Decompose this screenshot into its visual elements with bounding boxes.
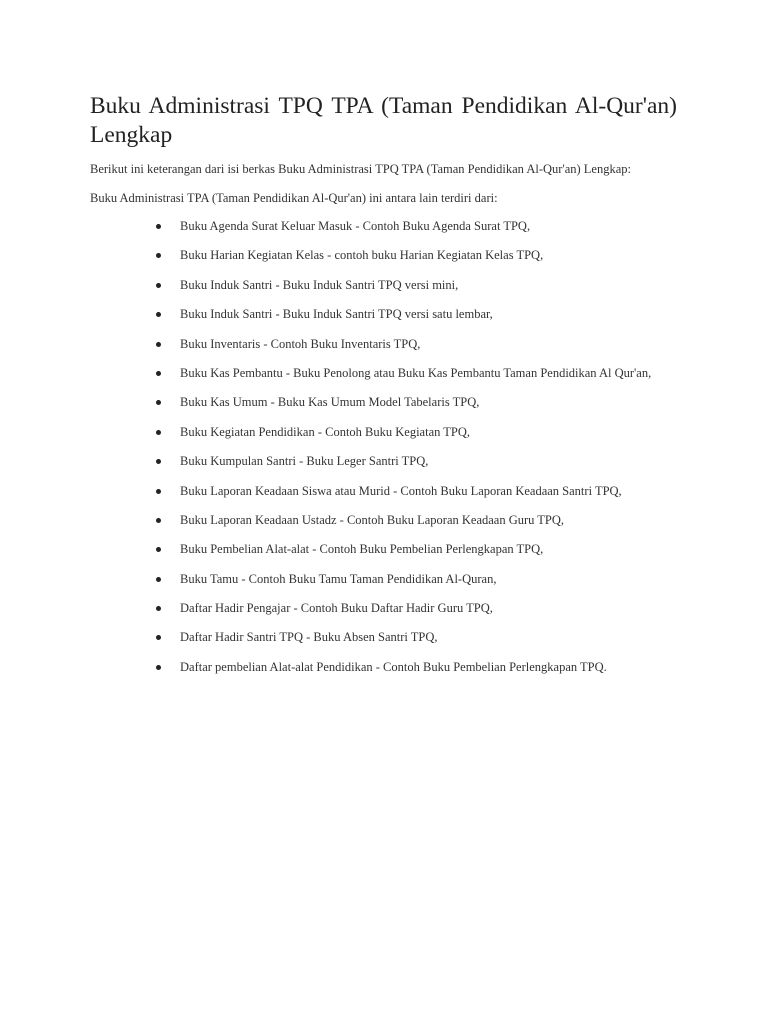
list-item-text: Buku Tamu - Contoh Buku Tamu Taman Pendidikan Al-Quran, (180, 571, 497, 586)
bullet-icon (156, 518, 161, 523)
list-item (90, 216, 677, 237)
list-item (90, 657, 677, 678)
list-item (90, 275, 677, 296)
list-item-text: Daftar Hadir Pengajar - Contoh Buku Daftar Hadir Guru TPQ, (180, 601, 493, 616)
list-item (90, 627, 677, 648)
bullet-icon (156, 577, 161, 582)
list-item-text: Buku Laporan Keadaan Ustadz - Contoh Buku Laporan Keadaan Guru TPQ, (180, 512, 565, 527)
list-item (90, 451, 677, 472)
list-item-text: Buku Laporan Keadaan Siswa atau Murid - Contoh Buku Laporan Keadaan Santri TPQ, (180, 483, 622, 498)
list-item (90, 334, 677, 355)
list-item-text: Buku Kumpulan Santri - Buku Leger Santri TPQ, (180, 454, 429, 469)
list-item (90, 510, 677, 531)
list-item (90, 598, 677, 619)
bullet-icon (156, 430, 161, 435)
list-item-text: Buku Inventaris - Contoh Buku Inventaris TPQ, (180, 336, 421, 351)
bullet-icon (156, 253, 161, 258)
list-item-text: Buku Kegiatan Pendidikan - Contoh Buku Kegiatan TPQ, (180, 424, 471, 439)
list-item-text: Buku Induk Santri - Buku Induk Santri TPQ versi mini, (180, 277, 459, 292)
bullet-icon (156, 371, 161, 376)
bullet-icon (156, 342, 161, 347)
bullet-icon (156, 635, 161, 640)
administration-book-list (90, 216, 677, 678)
list-item-text: Daftar pembelian Alat-alat Pendidikan - Contoh Buku Pembelian Perlengkapan TPQ. (180, 659, 607, 674)
list-item (90, 539, 677, 560)
list-item-text: Daftar Hadir Santri TPQ - Buku Absen Santri TPQ, (180, 630, 438, 645)
list-item (90, 363, 677, 384)
bullet-icon (156, 665, 161, 670)
intro-paragraph-2: Buku Administrasi TPA (Taman Pendidikan Al-Qur'an) ini antara lain terdiri dari: (90, 191, 498, 205)
list-item-text: Buku Kas Umum - Buku Kas Umum Model Tabelaris TPQ, (180, 395, 480, 410)
bullet-icon (156, 459, 161, 464)
list-item-text: Buku Pembelian Alat-alat - Contoh Buku Pembelian Perlengkapan TPQ, (180, 542, 544, 557)
intro-paragraph-1: Berikut ini keterangan dari isi berkas Buku Administrasi TPQ TPA (Taman Pendidikan Al-Qur'an) Lengkap: (90, 162, 631, 176)
bullet-icon (156, 224, 161, 229)
list-item-text: Buku Kas Pembantu - Buku Penolong atau Buku Kas Pembantu Taman Pendidikan Al Qur'an, (180, 365, 652, 380)
list-item (90, 481, 677, 502)
list-item (90, 245, 677, 266)
list-item-text: Buku Induk Santri - Buku Induk Santri TPQ versi satu lembar, (180, 307, 493, 322)
list-item-text: Buku Agenda Surat Keluar Masuk - Contoh Buku Agenda Surat TPQ, (180, 219, 531, 233)
list-item-text: Buku Harian Kegiatan Kelas - contoh buku Harian Kegiatan Kelas TPQ, (180, 248, 544, 263)
bullet-icon (156, 312, 161, 317)
document-title: Buku Administrasi TPQ TPA (Taman Pendidikan Al-Qur'an) Lengkap (90, 93, 677, 148)
bullet-icon (156, 400, 161, 405)
bullet-icon (156, 547, 161, 552)
list-item (90, 304, 677, 325)
list-item (90, 569, 677, 590)
document-page (90, 92, 677, 686)
bullet-icon (156, 283, 161, 288)
list-item (90, 392, 677, 413)
bullet-icon (156, 489, 161, 494)
list-item (90, 422, 677, 443)
bullet-icon (156, 606, 161, 611)
